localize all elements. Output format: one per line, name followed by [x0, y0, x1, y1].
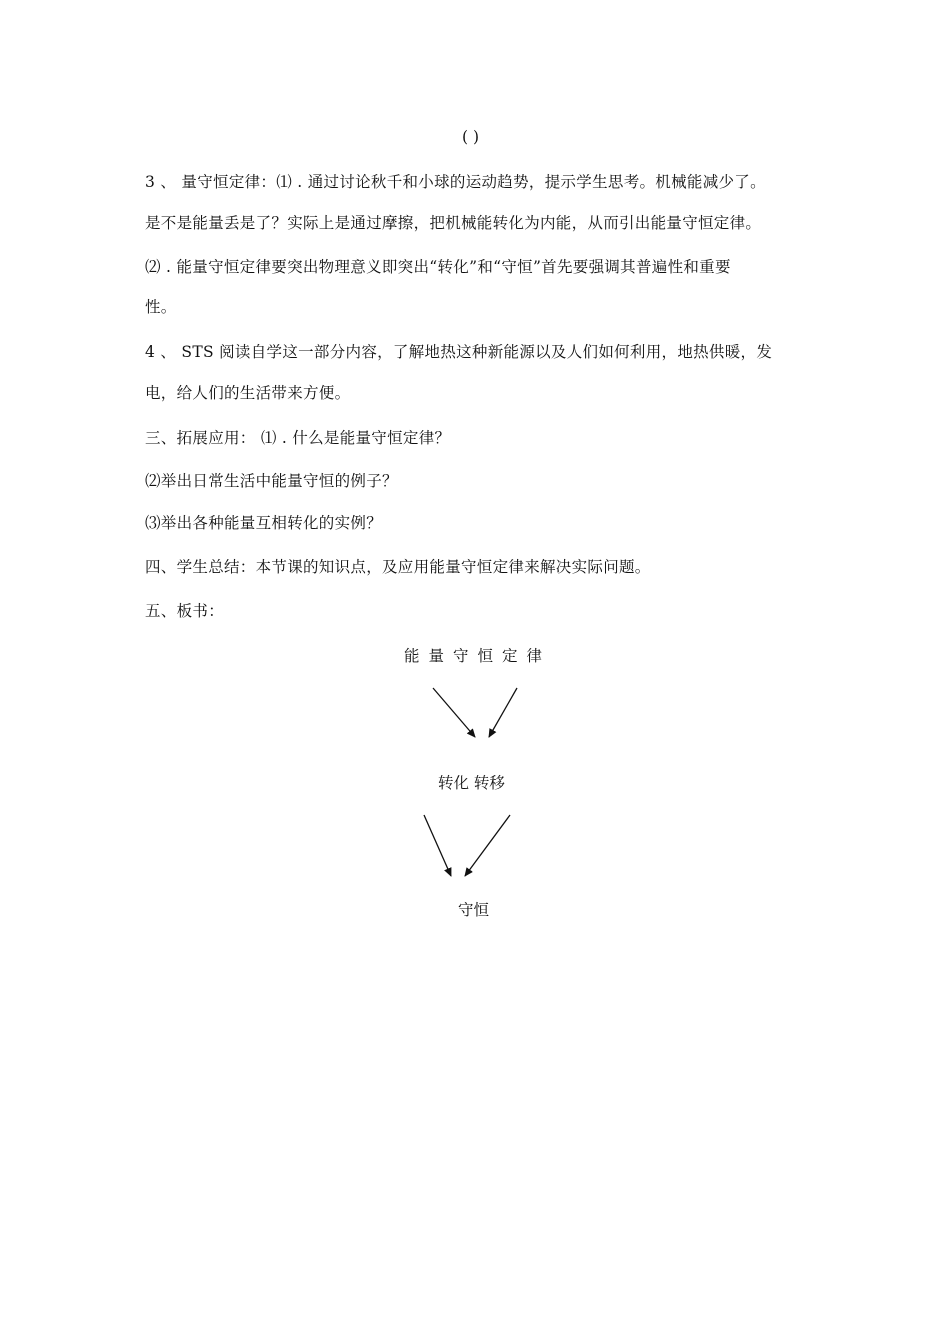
paragraph-line-5: 4 、 STS 阅读自学这一部分内容，了解地热这种新能源以及人们如何利用，地热供暖，发 [145, 343, 773, 361]
section-four-summary: 四、学生总结：本节课的知识点，及应用能量守恒定律来解决实际问题。 [145, 558, 651, 576]
section-five-heading: 五、板书： [145, 602, 225, 620]
question-2: ⑵举出日常生活中能量守恒的例子？ [145, 472, 398, 490]
paragraph-line-2: 是不是能量丢是了？实际上是通过摩擦，把机械能转化为内能，从而引出能量守恒定律。 [145, 214, 762, 232]
board-title: 能量守恒定律 [404, 647, 552, 665]
paragraph-line-4: 性。 [145, 298, 177, 316]
paragraph-line-6: 电，给人们的生活带来方便。 [145, 384, 351, 402]
empty-parentheses: ( ) [462, 128, 480, 146]
board-middle-label: 转化 转移 [438, 774, 505, 792]
question-3: ⑶举出各种能量互相转化的实例？ [145, 514, 383, 532]
board-bottom-label: 守恒 [458, 901, 490, 919]
paragraph-line-1: 3 、 量守恒定律：⑴ . 通过讨论秋千和小球的运动趋势，提示学生思考。机械能减少了。 [145, 173, 766, 191]
arrow-lower-right [465, 815, 510, 876]
section-three-heading: 三、拓展应用： ⑴ . 什么是能量守恒定律？ [145, 429, 451, 447]
paragraph-line-3: ⑵ . 能量守恒定律要突出物理意义即突出“转化”和“守恒”首先要强调其普遍性和重要 [145, 258, 731, 276]
arrow-upper-left [433, 688, 475, 737]
arrow-upper-right [489, 688, 517, 737]
arrow-lower-left [424, 815, 451, 876]
